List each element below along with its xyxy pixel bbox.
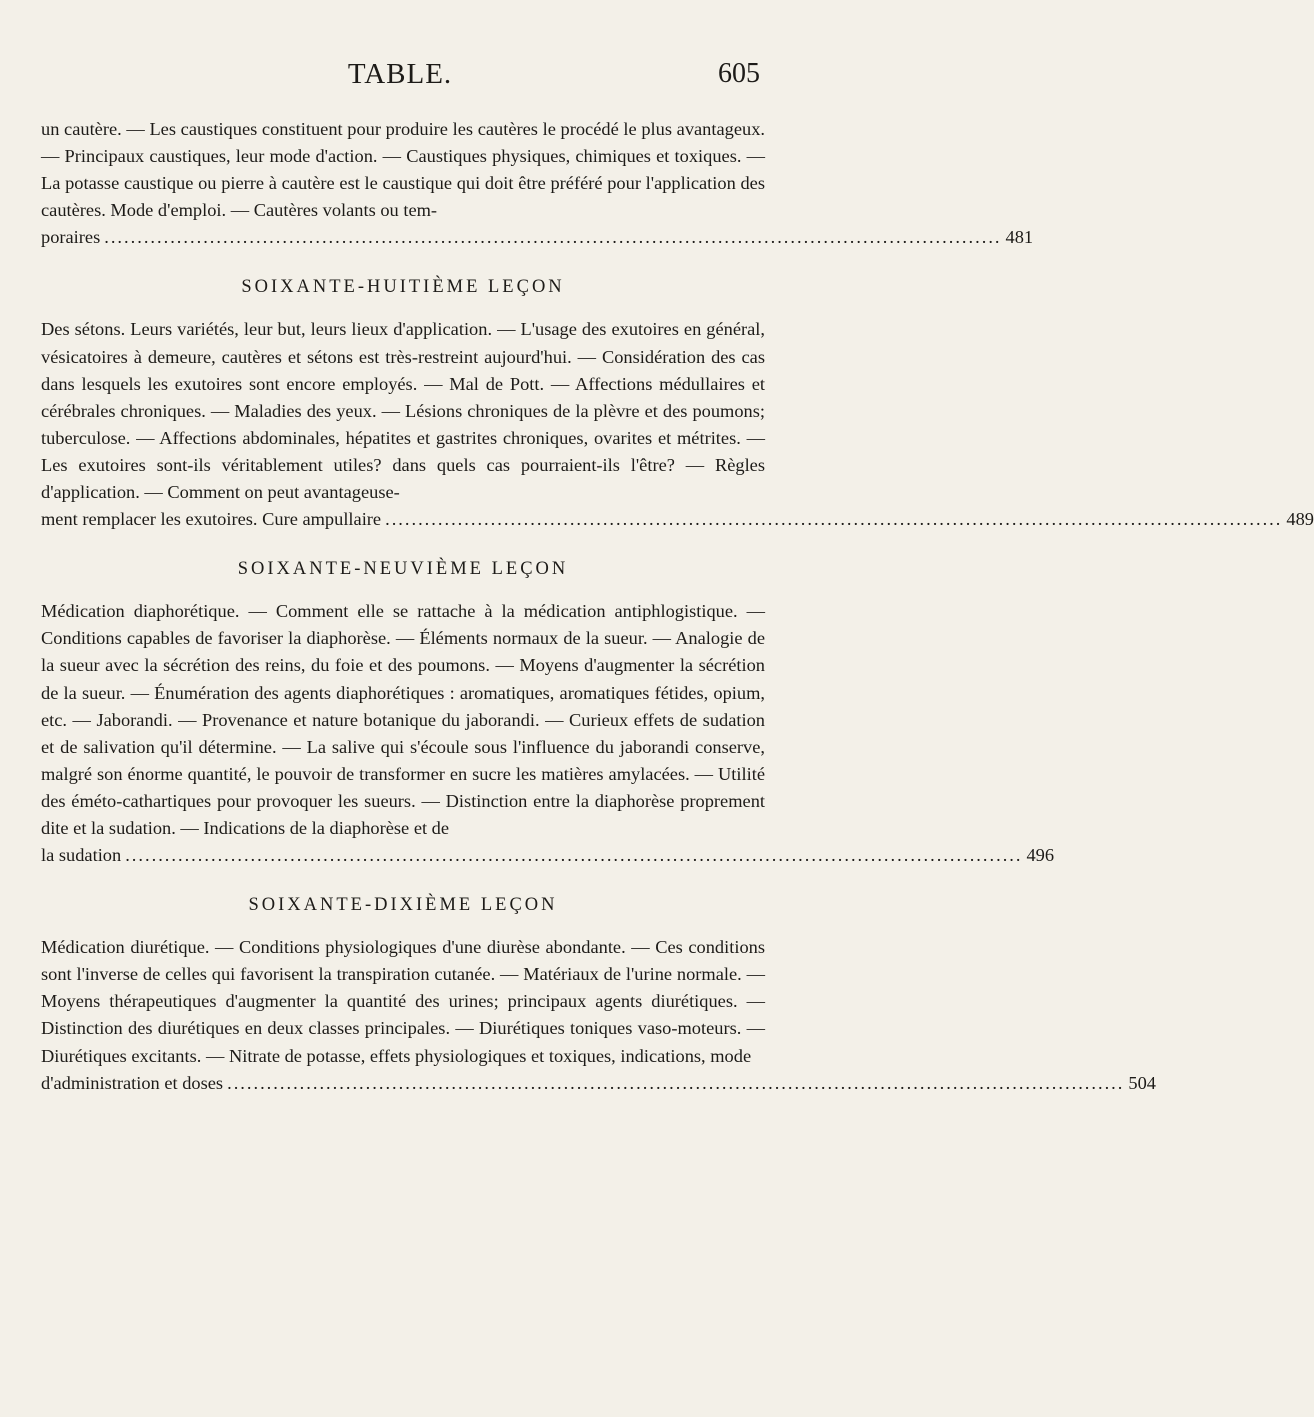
- lesson-heading-69: SOIXANTE-NEUVIÈME LEÇON: [237, 559, 569, 580]
- lesson-heading-70: SOIXANTE-DIXIÈME LEÇON: [248, 895, 558, 916]
- entry-text: Médication diaphorétique. — Comment elle se rattache à la médication antiphlogistique. — Conditions capables de favoriser la diaphorèse. — Éléments normaux de la sueur. — Analogie de la sueur avec la sécrétion des reins, du foie et des poumons. — Moyens d'augmenter la sécrétion de la sueur. — Énumération des agents diaphorétiques : aromatiques, aromatiques fétides, opium, etc. — Jaborandi. — Provenance et nature botanique du jaborandi. — Curieux effets de sudation et de salivation qu'il détermine. — La salive qui s'écoule sous l'influence du jaborandi conserve, malgré son énorme quantité, le pouvoir de transformer en sucre les matières amylacées. — Utilité des éméto-cathartiques pour provoquer les sueurs. — Distinction entre la diaphorèse proprement dite et la sudation. — Indications de la diaphorèse et de: [41, 601, 765, 838]
- table-of-contents: [41, 116, 1314, 1097]
- entry-leader-line: [41, 1070, 1156, 1097]
- running-head: [0, 58, 800, 98]
- entry-page-number: 504: [1128, 1072, 1156, 1093]
- page-title: TABLE.: [347, 58, 453, 90]
- entry-leader-line: [41, 224, 1034, 251]
- entry-page-number: 496: [1026, 845, 1055, 866]
- toc-entry-69: [41, 598, 1055, 869]
- page-number: 605: [718, 58, 760, 89]
- entry-text: Médication diurétique. — Conditions physiologiques d'une diurèse abondante. — Ces conditions sont l'inverse de celles qui favorisent la transpiration cutanée. — Matériaux de l'urine normale. — Moyens thérapeutiques d'augmenter la quantité des urines; principaux agents diurétiques. — Distinction des diurétiques en deux classes principales. — Diurétiques toniques vaso-moteurs. — Diurétiques excitants. — Nitrate de potasse, effets physiologiques et toxiques, indications, mode: [41, 937, 765, 1066]
- toc-entry-continued: [41, 116, 1034, 251]
- entry-last-line: ment remplacer les exutoires. Cure ampullaire: [41, 509, 382, 530]
- dot-leader: ........................................................................................................................................: [125, 845, 1023, 866]
- entry-leader-line: [41, 842, 1055, 869]
- entry-leader-line: [41, 506, 1314, 533]
- entry-page-number: 481: [1005, 227, 1034, 248]
- toc-entry-68: [41, 316, 1314, 533]
- entry-last-line: la sudation: [41, 845, 122, 866]
- lesson-heading-68: SOIXANTE-HUITIÈME LEÇON: [241, 277, 565, 298]
- entry-page-number: 489: [1286, 509, 1314, 530]
- entry-last-line: d'administration et doses: [41, 1072, 224, 1093]
- dot-leader: ........................................................................................................................................: [227, 1072, 1125, 1093]
- dot-leader: ........................................................................................................................................: [385, 509, 1283, 530]
- entry-text: Des sétons. Leurs variétés, leur but, leurs lieux d'application. — L'usage des exutoires en général, vésicatoires à demeure, cautères et sétons est très-restreint aujourd'hui. — Considération des cas dans lesquels les exutoires sont encore employés. — Mal de Pott. — Affections médullaires et cérébrales chroniques. — Maladies des yeux. — Lésions chroniques de la plèvre et des poumons; tuberculose. — Affections abdominales, hépatites et gastrites chroniques, ovarites et métrites. — Les exutoires sont-ils véritablement utiles? dans quels cas pourraient-ils l'être? — Règles d'application. — Comment on peut avantageuse-: [41, 319, 765, 503]
- entry-text: un cautère. — Les caustiques constituent pour produire les cautères le procédé le plus avantageux. — Principaux caustiques, leur mode d'action. — Caustiques physiques, chimiques et toxiques. — La potasse caustique ou pierre à cautère est le caustique qui doit être préféré pour l'application des cautères. Mode d'emploi. — Cautères volants ou tem-: [41, 119, 765, 221]
- toc-entry-70: [41, 934, 1156, 1097]
- dot-leader: ........................................................................................................................................: [104, 227, 1002, 248]
- entry-last-line: poraires: [41, 227, 101, 248]
